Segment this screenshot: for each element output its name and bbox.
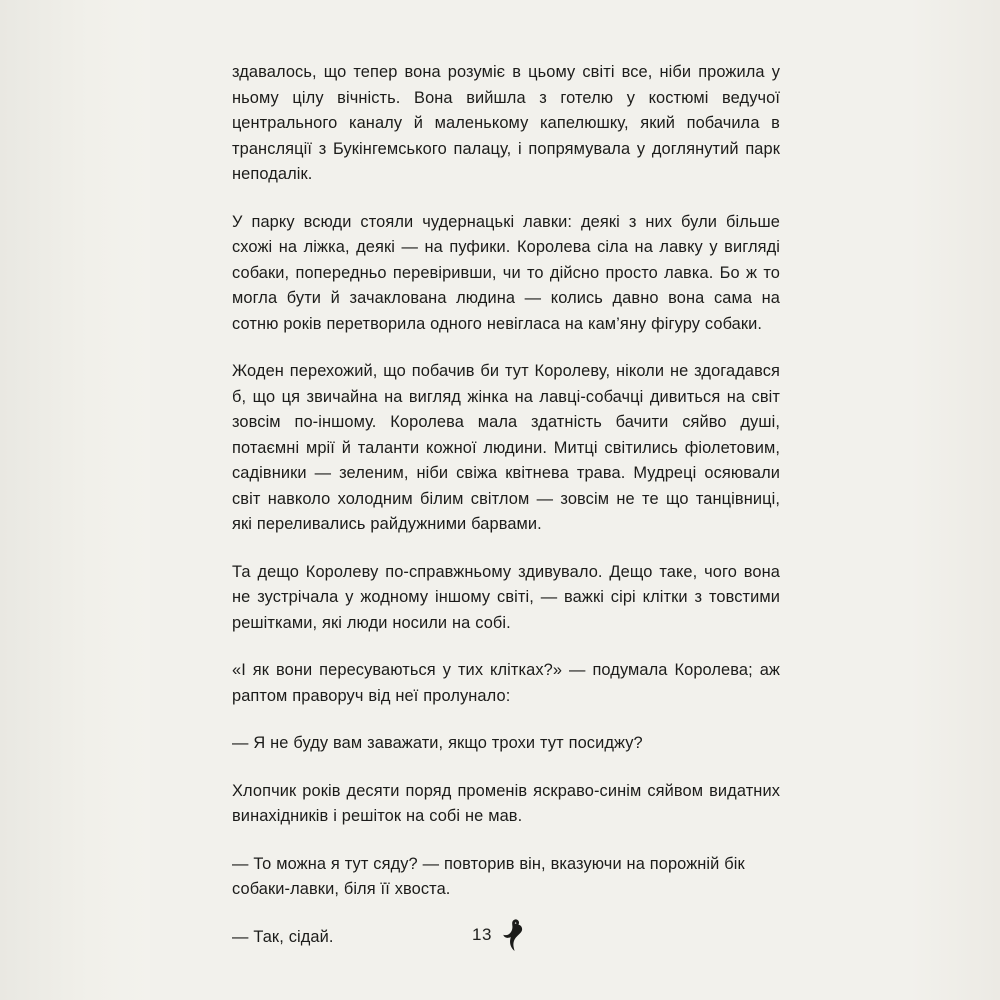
dialogue-line: — То можна я тут сяду? — повторив він, вказуючи на порожній бік собаки-лавки, біля її хвоста. xyxy=(232,854,745,898)
page-shading-right xyxy=(910,0,1000,1000)
dialogue-line: — Я не буду вам заважати, якщо трохи тут посиджу? xyxy=(232,734,643,752)
paragraph: У парку всюди стояли чудернацькі лавки: деякі з них були більше схожі на ліжка, деякі — на пуфики. Королева сіла на лавку у вигляді собаки, попередньо перевіривши, чи то дійсно просто лавка. Бо ж то могла бути й зачаклована людина — колись давно вона сама на сотню років перетворила одного невігласа на кам’яну фігуру собаки. xyxy=(232,212,780,333)
page-text-column xyxy=(232,60,780,950)
paragraph: «І як вони пересуваються у тих клітках?» — подумала Королева; аж раптом праворуч від неї пролунало: xyxy=(232,661,780,705)
page-footer xyxy=(0,918,1000,952)
page-shading-left xyxy=(0,0,150,1000)
dialogue-line: — Так, сідай. xyxy=(232,927,334,946)
bird-icon xyxy=(502,918,528,952)
paragraph: здавалось, що тепер вона розуміє в цьому світі все, ніби прожила у ньому цілу вічність. Вона вийшла з готелю у костюмі ведучої центрального каналу й маленькому капелюшку, який побачила в трансляції з Букінгемського палацу, і попрямувала у доглянутий парк неподалік. xyxy=(232,63,780,183)
page-number: 13 xyxy=(472,925,492,944)
paragraph: Жоден перехожий, що побачив би тут Королеву, ніколи не здогадався б, що ця звичайна на вигляд жінка на лавці-собачці дивиться на світ зовсім по-іншому. Королева мала здатність бачити сяйво душі, потаємні мрії й таланти кожної людини. Митці світились фіолетовим, садівники — зеленим, ніби свіжа квітнева трава. Мудреці осяювали світ навколо холодним білим світлом — зовсім не те що танцівниці, які переливались райдужними барвами. xyxy=(232,362,780,533)
paragraph: Та дещо Королеву по-справжньому здивувало. Дещо таке, чого вона не зустрічала у жодному іншому світі, — важкі сірі клітки з товстими решітками, які люди носили на собі. xyxy=(232,562,780,632)
paragraph: Хлопчик років десяти поряд променів яскраво-синім сяйвом видатних винахідників і решіток на собі не мав. xyxy=(232,781,780,825)
